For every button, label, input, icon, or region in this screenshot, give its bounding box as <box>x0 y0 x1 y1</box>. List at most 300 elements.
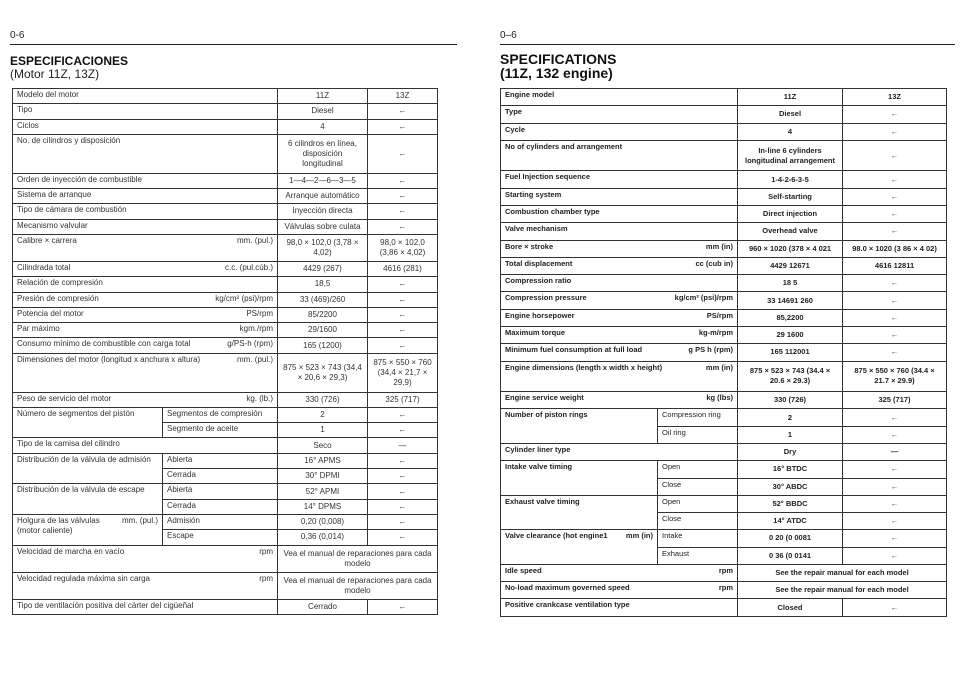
spec-label-cell <box>501 443 738 460</box>
value-11z: 0,20 (0,008) <box>278 514 368 529</box>
value-11z: 4 <box>738 123 843 140</box>
value-13z: ← <box>843 426 947 443</box>
value-13z: ← <box>843 461 947 478</box>
spec-label: Engine model <box>505 90 555 99</box>
value-11z: 875 × 523 × 743 (34.4 × 20.6 × 29.3) <box>738 361 843 392</box>
spec-label-cell <box>13 134 278 173</box>
value-13z: 98,0 × 102,0 (3,86 × 4,02) <box>368 234 438 261</box>
value-merged: See the repair manual for each model <box>738 564 947 581</box>
value-13z: ← <box>843 530 947 547</box>
spec-label: Cilindrada total <box>17 262 71 272</box>
table-row <box>13 134 438 173</box>
value-13z: ← <box>843 495 947 512</box>
table-row <box>501 599 947 617</box>
spec-label-cell <box>13 338 278 353</box>
value-13z: ← <box>368 119 438 134</box>
table-row <box>13 453 438 468</box>
spec-label: Potencia del motor <box>17 308 84 318</box>
spec-label: Positive crankcase ventilation type <box>505 600 630 610</box>
value-11z: 330 (726) <box>738 392 843 409</box>
spec-sub-label: Abierta <box>163 453 278 468</box>
spec-sub-label: Close <box>658 513 738 530</box>
spec-label-cell <box>13 119 278 134</box>
spec-unit: mm (in) <box>705 241 734 251</box>
value-11z: 1 <box>738 426 843 443</box>
spec-label-cell <box>13 572 278 599</box>
table-row <box>501 275 947 292</box>
value-11z: 85/2200 <box>278 307 368 322</box>
spec-unit: mm. (pul.) <box>237 235 273 245</box>
value-11z: 16° BTDC <box>738 461 843 478</box>
spec-unit: kgm./rpm <box>239 324 273 334</box>
spec-label-cell <box>501 205 738 222</box>
spec-label-cell <box>501 344 738 361</box>
value-11z: Inyección directa <box>278 204 368 219</box>
table-row <box>13 277 438 292</box>
value-11z: Diesel <box>278 104 368 119</box>
value-11z: Dry <box>738 443 843 460</box>
spec-label: Compression ratio <box>505 276 572 286</box>
value-13z: ← <box>843 599 947 617</box>
table-row <box>501 188 947 205</box>
value-13z: ← <box>368 292 438 307</box>
value-13z: 13Z <box>368 89 438 104</box>
value-13z: ← <box>843 205 947 222</box>
spec-label-cell <box>501 564 738 581</box>
table-row <box>501 564 947 581</box>
spec-label-cell <box>501 171 738 188</box>
value-13z: ← <box>843 171 947 188</box>
spec-label: Ciclos <box>17 120 39 130</box>
spec-label: Velocidad regulada máxima sin carga <box>17 573 150 583</box>
spec-unit: rpm <box>259 573 273 583</box>
value-11z: Cerrado <box>278 599 368 614</box>
spec-label-cell <box>13 323 278 338</box>
page-number: 0-6 <box>10 30 25 41</box>
value-11z: 0 36 (0 0141 <box>738 547 843 564</box>
spec-label-cell <box>501 582 738 599</box>
spec-label: No. de cilindros y disposición <box>17 135 121 145</box>
spec-unit: kg (lbs) <box>706 393 734 403</box>
value-13z: 13Z <box>843 89 947 106</box>
value-13z: ← <box>368 189 438 204</box>
value-11z: Válvulas sobre culata <box>278 219 368 234</box>
spec-label-cell <box>501 140 738 171</box>
value-11z: 14° DPMS <box>278 499 368 514</box>
table-row <box>13 392 438 407</box>
spec-label-cell <box>13 234 278 261</box>
spec-sub-label: Compression ring <box>658 409 738 426</box>
table-row <box>13 189 438 204</box>
table-row <box>501 257 947 274</box>
spec-label-cell <box>13 484 163 515</box>
value-13z: 325 (717) <box>843 392 947 409</box>
spec-sub-label: Admisión <box>163 514 278 529</box>
spec-label: Idle speed <box>505 565 542 575</box>
value-11z: 2 <box>278 407 368 422</box>
spec-label: Cycle <box>505 124 526 134</box>
spec-label-cell <box>13 204 278 219</box>
value-merged: Vea el manual de reparaciones para cada modelo <box>278 572 438 599</box>
spec-label: No-load maximum governed speed <box>505 583 630 593</box>
spec-unit: mm. (pul.) <box>122 515 158 525</box>
spec-label-cell <box>501 240 738 257</box>
value-11z: 2 <box>738 409 843 426</box>
spec-label: Tipo de cámara de combustión <box>17 205 127 215</box>
spec-label: Type <box>505 107 522 117</box>
value-13z: — <box>368 438 438 453</box>
value-13z: ← <box>843 309 947 326</box>
spec-label: Intake valve timing <box>505 462 573 472</box>
spec-label: Calibre × carrera <box>17 235 77 245</box>
spec-label-cell <box>501 223 738 240</box>
table-row <box>13 338 438 353</box>
value-11z: 18 5 <box>738 275 843 292</box>
value-11z: 85,2200 <box>738 309 843 326</box>
value-11z: Direct injection <box>738 205 843 222</box>
value-13z: ← <box>368 499 438 514</box>
spec-label: Tipo de la camisa del cilindro <box>17 439 120 449</box>
spec-sub-label: Cerrada <box>163 469 278 484</box>
value-13z: ← <box>368 134 438 173</box>
spec-sub-label: Intake <box>658 530 738 547</box>
value-11z: 1-4-2-6-3-5 <box>738 171 843 188</box>
value-11z: 165 (1200) <box>278 338 368 353</box>
spec-unit: mm (in) <box>625 531 653 541</box>
value-13z: ← <box>368 484 438 499</box>
value-11z: 29/1600 <box>278 323 368 338</box>
spec-unit: rpm <box>259 546 273 556</box>
spec-label-cell <box>501 599 738 617</box>
value-13z: — <box>843 443 947 460</box>
spec-label-cell <box>13 104 278 119</box>
table-row <box>501 344 947 361</box>
spec-unit: c.c. (pul.cúb.) <box>224 262 273 272</box>
spec-unit: kg/cm² (psi)/rpm <box>215 293 273 303</box>
table-row <box>501 530 947 547</box>
spec-label-cell <box>501 309 738 326</box>
table-row <box>501 461 947 478</box>
spec-label-cell <box>13 261 278 276</box>
value-11z: 33 14691 260 <box>738 292 843 309</box>
spec-label-cell <box>501 495 658 530</box>
spec-unit: kg/cm² (psi)/rpm <box>674 293 734 303</box>
spec-label-cell <box>13 189 278 204</box>
value-13z: ← <box>368 323 438 338</box>
value-merged: See the repair manual for each model <box>738 582 947 599</box>
spec-label-cell <box>501 292 738 309</box>
spec-label-cell <box>501 326 738 343</box>
table-row <box>501 443 947 460</box>
spec-unit: rpm <box>718 565 734 575</box>
spec-unit: kg-m/rpm <box>698 327 734 337</box>
value-13z: ← <box>843 275 947 292</box>
value-11z: 29 1600 <box>738 326 843 343</box>
spec-label-cell <box>13 307 278 322</box>
table-row <box>13 514 438 529</box>
value-11z: 4 <box>278 119 368 134</box>
value-11z: 1 <box>278 423 368 438</box>
table-row <box>501 582 947 599</box>
value-13z: 875 × 550 × 760 (34,4 × 21,7 × 29,9) <box>368 353 438 392</box>
value-13z: ← <box>368 104 438 119</box>
value-13z: ← <box>368 469 438 484</box>
table-row <box>13 204 438 219</box>
spec-label-cell <box>501 409 658 444</box>
value-13z: 325 (717) <box>368 392 438 407</box>
spec-unit: mm. (pul.) <box>237 354 273 364</box>
spec-label: Consumo mínimo de combustible con carga total <box>17 339 191 349</box>
page-subtitle: (11Z, 132 engine) <box>500 65 613 81</box>
spec-sub-label: Open <box>658 461 738 478</box>
spec-sub-label: Oil ring <box>658 426 738 443</box>
spec-label-cell <box>501 530 658 565</box>
table-row <box>13 173 438 188</box>
spec-label: Orden de inyección de combustible <box>17 174 142 184</box>
value-11z: 30° DPMI <box>278 469 368 484</box>
table-row <box>501 223 947 240</box>
value-11z: 0 20 (0 0081 <box>738 530 843 547</box>
spec-table-spanish <box>12 88 438 615</box>
value-13z: ← <box>843 123 947 140</box>
spec-unit: g PS h (rpm) <box>688 345 734 355</box>
spec-sub-label: Segmento de aceite <box>163 423 278 438</box>
spec-label: Minimum fuel consumption at full load <box>505 345 643 355</box>
spec-unit: cc (cub in) <box>695 258 734 268</box>
spec-sub-label: Escape <box>163 530 278 545</box>
table-row <box>13 323 438 338</box>
table-row <box>13 407 438 422</box>
spec-label-cell <box>501 89 738 106</box>
value-13z: ← <box>368 204 438 219</box>
value-13z: ← <box>368 219 438 234</box>
value-13z: ← <box>368 407 438 422</box>
spec-label-cell <box>501 188 738 205</box>
value-11z: 4429 12671 <box>738 257 843 274</box>
table-row <box>13 545 438 572</box>
spec-label-cell <box>13 453 163 484</box>
value-13z: ← <box>368 338 438 353</box>
table-row <box>501 495 947 512</box>
value-11z: 16° APMS <box>278 453 368 468</box>
value-11z: Overhead valve <box>738 223 843 240</box>
spec-unit: PS/rpm <box>246 308 273 318</box>
spec-label-cell <box>13 277 278 292</box>
spec-label: Combustion chamber type <box>505 206 600 216</box>
spec-label: Starting system <box>505 189 562 199</box>
value-11z: 1—4—2—6—3—5 <box>278 173 368 188</box>
table-row <box>501 106 947 123</box>
table-row <box>13 104 438 119</box>
value-13z: ← <box>843 409 947 426</box>
spec-label: Peso de servicio del motor <box>17 393 112 403</box>
table-row <box>501 205 947 222</box>
spec-label-cell <box>13 219 278 234</box>
value-merged: Vea el manual de reparaciones para cada modelo <box>278 545 438 572</box>
spec-label: Fuel Injection sequence <box>505 172 591 182</box>
value-13z: ← <box>843 292 947 309</box>
table-row <box>13 261 438 276</box>
spec-label: Par máximo <box>17 324 60 334</box>
value-13z: ← <box>368 277 438 292</box>
value-11z: 0,36 (0,014) <box>278 530 368 545</box>
table-row <box>501 409 947 426</box>
spec-label-cell <box>501 392 738 409</box>
spec-label: Bore × stroke <box>505 241 554 251</box>
value-13z: 98.0 × 1020 (3 86 × 4 02) <box>843 240 947 257</box>
spec-label: Tipo <box>17 105 33 115</box>
header-rule <box>500 44 955 45</box>
spec-label-cell <box>13 599 278 614</box>
spec-sub-label: Cerrada <box>163 499 278 514</box>
spec-label-cell <box>13 514 163 545</box>
spec-label: Modelo del motor <box>17 90 79 99</box>
value-11z: 11Z <box>278 89 368 104</box>
spec-label: Holgura de las válvulas (motor caliente) <box>17 515 100 535</box>
value-13z: ← <box>368 453 438 468</box>
value-13z: ← <box>843 140 947 171</box>
value-13z: ← <box>843 513 947 530</box>
spec-label-cell <box>13 545 278 572</box>
spec-label: Tipo de ventilación positiva del cárter del cigüeñal <box>17 600 194 610</box>
table-row <box>501 361 947 392</box>
value-11z: Seco <box>278 438 368 453</box>
spec-label: Distribución de la válvula de admisión <box>17 454 151 464</box>
spec-label: Sistema de arranque <box>17 190 92 200</box>
value-11z: 18,5 <box>278 277 368 292</box>
value-11z: 330 (726) <box>278 392 368 407</box>
value-11z: 14° ATDC <box>738 513 843 530</box>
spec-label: No of cylinders and arrangement <box>505 141 623 151</box>
spec-label: Mecanismo valvular <box>17 220 88 230</box>
spec-label: Engine dimensions (length x width x height) <box>505 362 663 372</box>
table-row <box>501 89 947 106</box>
value-11z: 52° APMI <box>278 484 368 499</box>
value-11z: 4429 (267) <box>278 261 368 276</box>
spec-unit: kg. (lb.) <box>246 393 273 403</box>
spec-label-cell <box>13 353 278 392</box>
spec-sub-label: Open <box>658 495 738 512</box>
value-13z: ← <box>843 188 947 205</box>
spec-label: Number of piston rings <box>505 410 588 420</box>
spec-label: Valve mechanism <box>505 224 568 234</box>
spec-table-english <box>500 88 947 617</box>
value-11z: 165 112001 <box>738 344 843 361</box>
table-row <box>501 123 947 140</box>
spec-label: Valve clearance (hot engine1 <box>505 531 608 541</box>
spec-label: Cylinder liner type <box>505 444 571 454</box>
table-row <box>13 119 438 134</box>
value-11z: 875 × 523 × 743 (34,4 × 20,6 × 29,3) <box>278 353 368 392</box>
spec-label: Compression pressure <box>505 293 587 303</box>
spec-sub-label: Close <box>658 478 738 495</box>
value-11z: In-line 6 cylinders longitudinal arrangement <box>738 140 843 171</box>
header-rule <box>10 44 457 45</box>
table-row <box>13 292 438 307</box>
spec-sub-label: Exhaust <box>658 547 738 564</box>
table-row <box>13 219 438 234</box>
value-11z: 98,0 × 102,0 (3,78 × 4,02) <box>278 234 368 261</box>
spec-label-cell <box>13 438 278 453</box>
page-title: SPECIFICATIONS <box>500 51 617 67</box>
table-row <box>501 240 947 257</box>
value-11z: Diesel <box>738 106 843 123</box>
value-13z: ← <box>368 514 438 529</box>
value-11z: 11Z <box>738 89 843 106</box>
table-row <box>13 307 438 322</box>
table-row <box>501 292 947 309</box>
table-row <box>501 171 947 188</box>
table-row <box>13 353 438 392</box>
table-row <box>501 140 947 171</box>
spec-label: Dimensiones del motor (longitud x anchura x altura) <box>17 354 201 364</box>
value-13z: ← <box>843 344 947 361</box>
table-row <box>13 438 438 453</box>
value-11z: Closed <box>738 599 843 617</box>
spec-label: Número de segmentos del pistón <box>17 408 135 418</box>
spec-label-cell <box>13 173 278 188</box>
value-13z: ← <box>843 326 947 343</box>
spec-label: Presión de compresión <box>17 293 99 303</box>
spec-label-cell <box>501 275 738 292</box>
spec-label-cell <box>501 106 738 123</box>
table-row <box>13 484 438 499</box>
table-row <box>13 599 438 614</box>
value-11z: 52° BBDC <box>738 495 843 512</box>
spec-label: Exhaust valve timing <box>505 496 580 506</box>
value-13z: ← <box>843 106 947 123</box>
value-11z: 6 cilindros en línea, disposición longitudinal <box>278 134 368 173</box>
spec-label: Engine service weight <box>505 393 584 403</box>
spec-unit: rpm <box>718 583 734 593</box>
spec-label: Distribución de la válvula de escape <box>17 485 145 495</box>
value-13z: ← <box>843 547 947 564</box>
value-13z: 4616 12811 <box>843 257 947 274</box>
value-13z: ← <box>368 307 438 322</box>
table-row <box>501 326 947 343</box>
spec-label-cell <box>501 257 738 274</box>
spec-label-cell <box>501 361 738 392</box>
spec-label: Relación de compresión <box>17 278 103 288</box>
value-11z: 960 × 1020 (378 × 4 021 <box>738 240 843 257</box>
spec-sub-label: Abierta <box>163 484 278 499</box>
value-11z: Arranque automático <box>278 189 368 204</box>
table-row <box>501 392 947 409</box>
value-13z: ← <box>368 423 438 438</box>
spec-sub-label: Segmentos de compresión <box>163 407 278 422</box>
table-row <box>13 89 438 104</box>
value-13z: ← <box>368 530 438 545</box>
value-13z: ← <box>368 599 438 614</box>
spec-label-cell <box>13 292 278 307</box>
spec-label: Total displacement <box>505 258 573 268</box>
page-number: 0–6 <box>500 30 517 41</box>
value-11z: Self-starting <box>738 188 843 205</box>
spec-unit: PS/rpm <box>706 310 734 320</box>
spec-label-cell <box>13 407 163 438</box>
page-title: ESPECIFICACIONES <box>10 54 129 68</box>
value-13z: ← <box>843 478 947 495</box>
spec-unit: mm (in) <box>705 362 734 372</box>
spec-label: Engine horsepower <box>505 310 575 320</box>
spec-unit: g/PS-h (rpm) <box>227 339 273 349</box>
value-13z: ← <box>843 223 947 240</box>
spec-label-cell <box>13 392 278 407</box>
spec-label: Maximum torque <box>505 327 566 337</box>
table-row <box>13 234 438 261</box>
value-11z: 30° ABDC <box>738 478 843 495</box>
spec-label: Velocidad de marcha en vacío <box>17 546 125 556</box>
